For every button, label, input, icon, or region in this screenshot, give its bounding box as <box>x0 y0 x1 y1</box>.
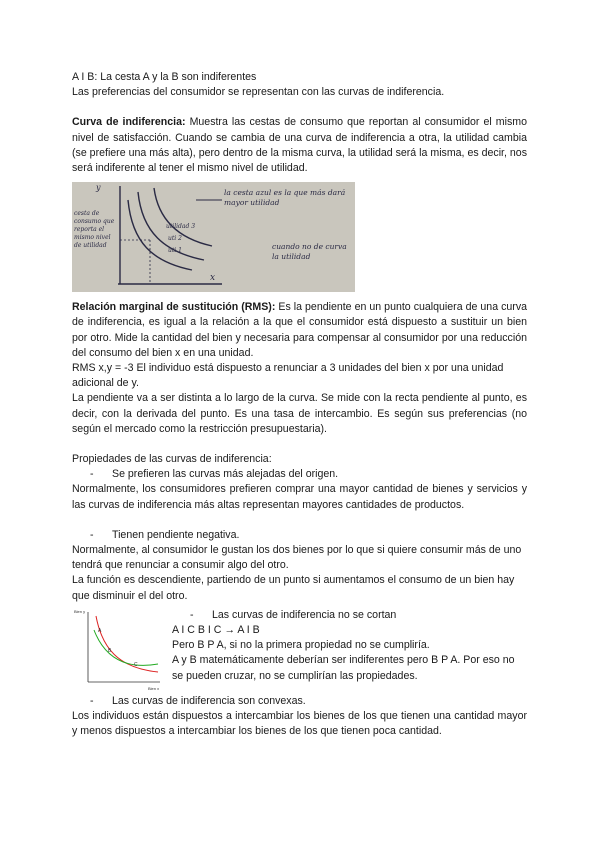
prop-1-label: Se prefieren las curvas más alejadas del origen. <box>112 468 339 481</box>
prop-3-label: Las curvas de indiferencia no se cortan <box>212 608 397 621</box>
photo-axis-y: y <box>96 183 101 193</box>
rms-example: RMS x,y = -3 El individuo está dispuesto a renunciar a 3 unidades del bien x por una unidad adicional de y. <box>72 362 504 390</box>
prop-3-line-1: A I C B I C → A I B <box>172 624 260 637</box>
fig2-label-b: B <box>108 647 112 654</box>
photo-u1: uti 1 <box>168 247 182 255</box>
document-page <box>72 70 527 739</box>
handwritten-graph <box>72 182 355 292</box>
fig2-ylabel: Bien y <box>74 608 86 614</box>
bullet-dash: - <box>90 468 94 481</box>
bullet-dash: - <box>190 608 194 621</box>
fig2-xlabel: Bien x <box>148 685 160 691</box>
bullet-dash: - <box>90 694 94 707</box>
prop-3-section <box>72 608 527 694</box>
prop-2-label: Tienen pendiente negativa. <box>112 528 240 541</box>
intro-line-2: Las preferencias del consumidor se representan con las curvas de indiferencia. <box>72 86 445 99</box>
photo-note-top: la cesta azul es la que más dará mayor utilidad <box>224 188 346 208</box>
prop-4-text: Los individuos están dispuestos a intercambiar los bienes de los que tienen una cantidad mayor y menos dispuestos a intercambiar los bienes de los que tienen poca cantidad. <box>72 710 527 738</box>
prop-2 <box>72 528 527 543</box>
fig2-label-c: C <box>134 661 138 668</box>
handwritten-graph-photo <box>72 182 355 292</box>
prop-2-text-1: Normalmente, al consumidor le gustan los dos bienes por lo que si quiere consumir más de uno tendrá que renunciar a consumir algo del otro. <box>72 544 522 572</box>
prop-4 <box>72 694 527 709</box>
rms-term: Relación marginal de sustitución (RMS): <box>72 301 276 314</box>
non-crossing-curves-figure <box>74 608 162 692</box>
photo-note-bottom: cuando no de curva la utilidad <box>272 242 347 262</box>
prop-3-line-3: A y B matemáticamente deberían ser indiferentes pero B P A. Por eso no se pueden cruzar, no se cumplirían las propiedades. <box>172 654 515 682</box>
photo-left-note: cesta de consumo que reporta el mismo nivel de utilidad <box>74 210 115 250</box>
prop-4-label: Las curvas de indiferencia son convexas. <box>112 694 306 707</box>
intro-line-1: A I B: La cesta A y la B son indiferentes <box>72 71 257 83</box>
rms-text: Es la pendiente en un punto cualquiera de una curva de indiferencia, es igual a la relación a la que el consumidor está dispuesto a sustituir un bien por otro. Mide la cantidad del bien y necesaria para compensar al consumidor por una reducción del consumo del bien x en una unidad. <box>72 301 528 359</box>
rms-slope: La pendiente va a ser distinta a lo largo de la curva. Se mide con la recta pendiente al punto, es decir, con la derivada del punto. Es una tasa de intercambio. Es según sus preferencias (no según el mercado como la restricción presupuestaria). <box>72 392 527 435</box>
props-heading: Propiedades de las curvas de indiferencia: <box>72 453 272 466</box>
bullet-dash: - <box>90 528 94 541</box>
prop-3 <box>172 608 527 623</box>
photo-u2: uti 2 <box>168 235 182 243</box>
prop-3-text <box>172 608 527 684</box>
prop-1 <box>72 467 527 482</box>
rms-paragraph <box>72 300 527 361</box>
photo-axis-x: x <box>210 273 216 284</box>
fig2-label-a: A <box>98 627 102 634</box>
prop-1-text: Normalmente, los consumidores prefieren comprar una mayor cantidad de bienes y servicios y las curvas de indiferencia más altas representan mayores cantidades de productos. <box>72 483 527 511</box>
curva-text: Muestra las cestas de consumo que reportan al consumidor el mismo nivel de satisfacción. Cuando se cambia de una curva de indiferencia a otra, la utilidad cambia (se prefiere una más alta), pero dentro de la misma curva, la utilidad será la misma, es decir, nos será indiferente al tener el mismo nivel de utilidad. <box>72 116 527 175</box>
curva-term: Curva de indiferencia: <box>72 116 186 129</box>
curva-paragraph <box>72 115 527 176</box>
photo-u3: utilidad 3 <box>166 223 196 231</box>
prop-3-line-2: Pero B P A, si no la primera propiedad no se cumpliría. <box>172 639 430 652</box>
prop-2-text-2: La función es descendiente, partiendo de un punto si aumentamos el consumo de un bien hay que disminuir el del otro. <box>72 574 515 602</box>
